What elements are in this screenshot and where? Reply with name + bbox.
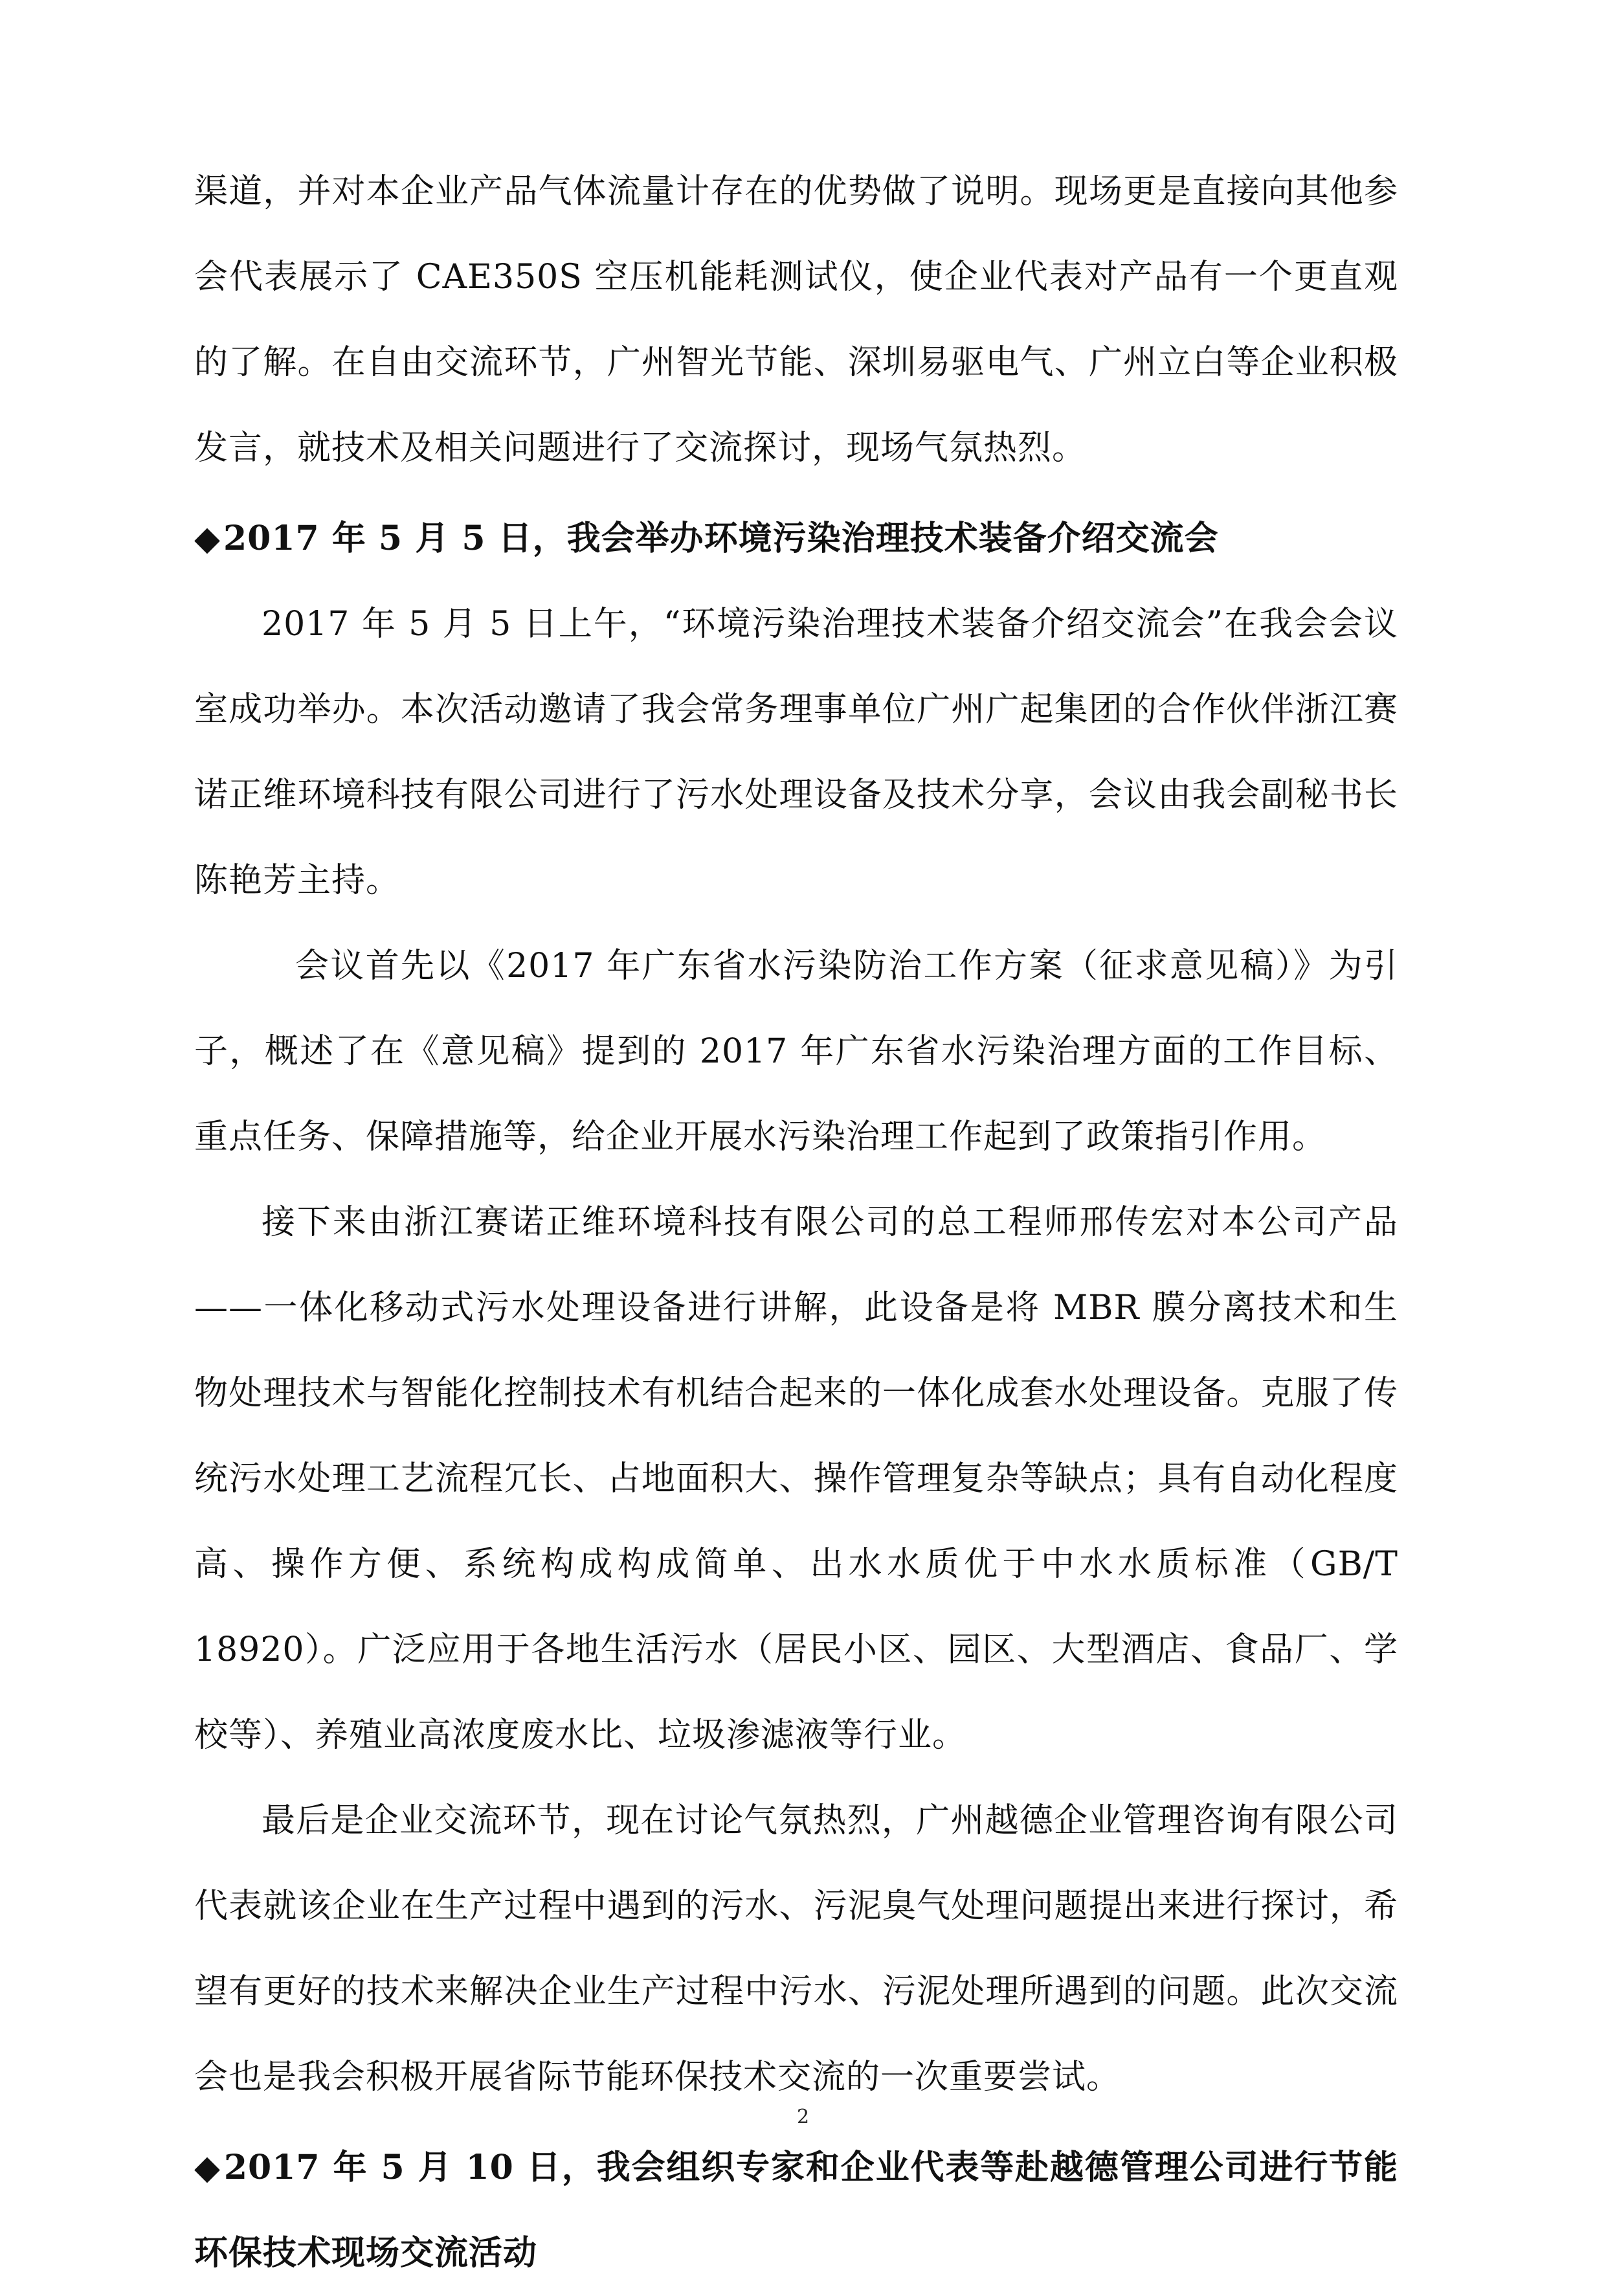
section-heading-text: 2017 年 5 月 10 日，我会组织专家和企业代表等赴越德管理公司进行节能环保技术现场交流活动	[194, 2148, 1398, 2273]
paragraph-policy-overview: 会议首先以《2017 年广东省水污染防治工作方案（征求意见稿）》为引子，概述了在《意见稿》提到的 2017 年广东省水污染治理方面的工作目标、重点任务、保障措施等，给企业开展水污染治理工作起到了政策指引作用。	[194, 947, 1398, 1156]
diamond-bullet-icon: ◆	[194, 2148, 221, 2187]
paragraph-equipment-description: 接下来由浙江赛诺正维环境科技有限公司的总工程师邢传宏对本公司产品——一体化移动式污水处理设备进行讲解，此设备是将 MBR 膜分离技术和生物处理技术与智能化控制技术有机结合起来的一体化成套水处理设备。克服了传统污水处理工艺流程冗长、占地面积大、操作管理复杂等缺点；具有自动化程度高、操作方便、系统构成构成简单、出水水质优于中水水质标准（GB/T 18920）。广泛应用于各地生活污水（居民小区、园区、大型酒店、食品厂、学校等）、养殖业高浓度废水比、垃圾渗滤液等行业。	[194, 1203, 1398, 1755]
paragraph-event-intro: 2017 年 5 月 5 日上午，“环境污染治理技术装备介绍交流会”在我会会议室成功举办。本次活动邀请了我会常务理事单位广州广起集团的合作伙伴浙江赛诺正维环境科技有限公司进行了污水处理设备及技术分享，会议由我会副秘书长陈艳芳主持。	[194, 605, 1398, 900]
paragraph-exchange-session: 最后是企业交流环节，现在讨论气氛热烈，广州越德企业管理咨询有限公司代表就该企业在生产过程中遇到的污水、污泥臭气处理问题提出来进行探讨，希望有更好的技术来解决企业生产过程中污水、污泥处理所遇到的问题。此次交流会也是我会积极开展省际节能环保技术交流的一次重要尝试。	[194, 1801, 1398, 2097]
diamond-bullet-icon: ◆	[194, 519, 221, 558]
page-number: 2	[796, 2106, 810, 2128]
section-heading-text: 2017 年 5 月 5 日，我会举办环境污染治理技术装备介绍交流会	[223, 519, 1219, 558]
paragraph-continued: 渠道，并对本企业产品气体流量计存在的优势做了说明。现场更是直接向其他参会代表展示了 CAE350S 空压机能耗测试仪，使企业代表对产品有一个更直观的了解。在自由交流环节，广州智光节能、深圳易驱电气、广州立白等企业积极发言，就技术及相关问题进行了交流探讨，现场气氛热烈。	[194, 172, 1398, 467]
section-heading-may-10	[194, 2125, 1398, 2296]
document-body	[194, 149, 1398, 2296]
section-heading-may-5	[194, 496, 1398, 581]
